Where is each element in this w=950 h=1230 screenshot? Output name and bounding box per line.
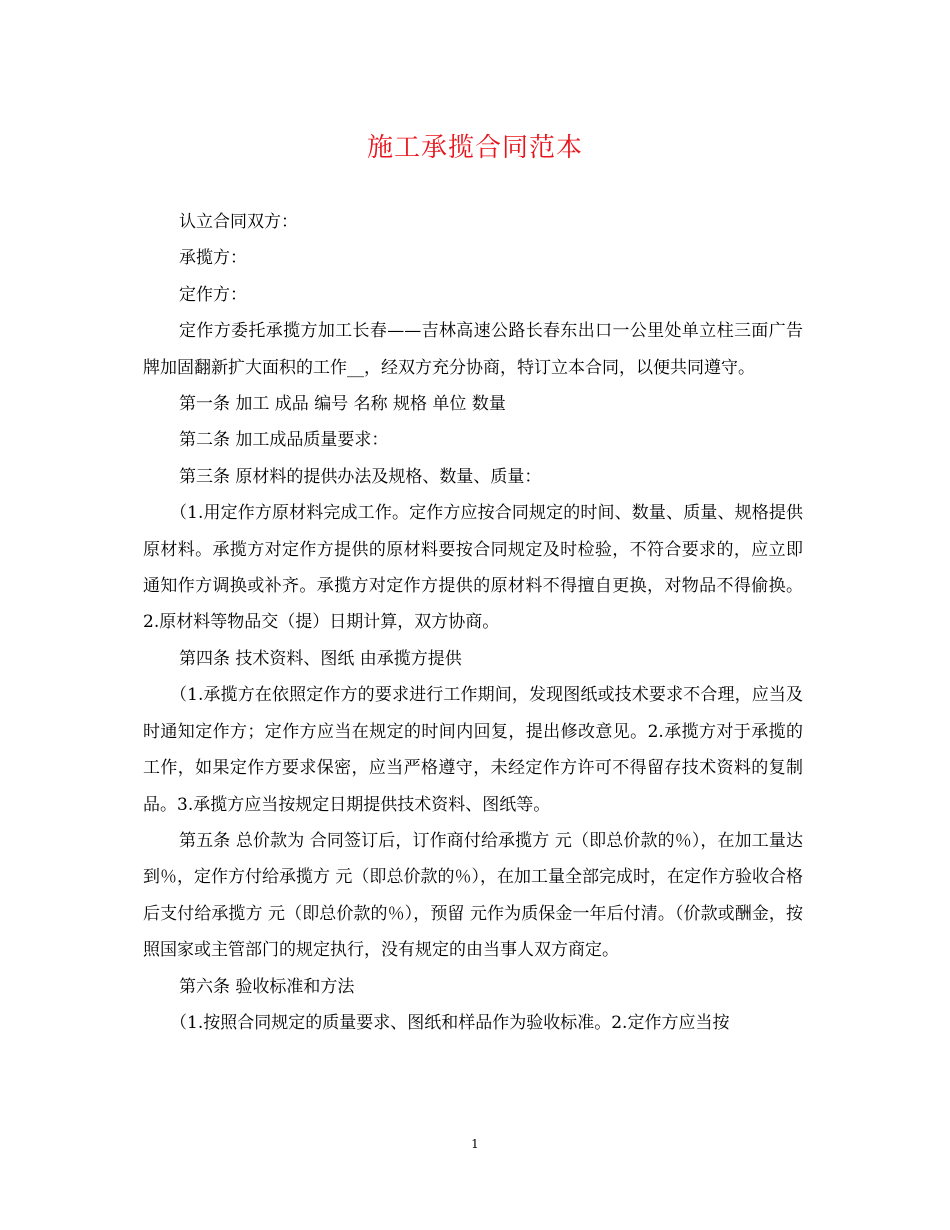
paragraph-article-3-detail: （1.用定作方原材料完成工作。定作方应按合同规定的时间、数量、质量、规格提供原材料。承揽方对定作方提供的原材料要按合同规定及时检验，不符合要求的，应立即通知作方调换或补齐。承揽方对定作方提供的原材料不得擅自更换，对物品不得偷换。2.原材料等物品交（提）日期计算，双方协商。 xyxy=(143,503,803,633)
paragraph-article-5: 第五条 总价款为 合同签订后，订作商付给承揽方 元（即总价款的％），在加工量达到％，定作方付给承揽方 元（即总价款的％），在加工量全部完成时，在定作方验收合格后支付给承揽方 元（即总价款的％），预留 元作为质保金一年后付清。（价款或酬金，按照国家或主管部门的规定执行，没有规定的由当事人双方商定。 xyxy=(143,830,803,961)
paragraph-preamble: 定作方委托承揽方加工长春——吉林高速公路长春东出口一公里处单立柱三面广告牌加固翻新扩大面积的工作__，经双方充分协商，特订立本合同，以便共同遵守。 xyxy=(143,321,803,378)
paragraph-client: 定作方： xyxy=(179,284,247,305)
paragraph-article-6-detail: （1.按照合同规定的质量要求、图纸和样品作为验收标准。2.定作方应当按 xyxy=(170,1012,730,1033)
paragraph-contractor: 承揽方： xyxy=(179,248,247,269)
paragraph-article-1: 第一条 加工 成品 编号 名称 规格 单位 数量 xyxy=(179,394,506,415)
paragraph-article-3: 第三条 原材料的提供办法及规格、数量、质量： xyxy=(179,466,542,487)
document-title: 施工承揽合同范本 xyxy=(366,133,583,163)
paragraph-article-4: 第四条 技术资料、图纸 由承揽方提供 xyxy=(179,648,462,669)
paragraph-article-2: 第二条 加工成品质量要求： xyxy=(179,430,389,451)
paragraph-article-6: 第六条 验收标准和方法 xyxy=(179,976,355,997)
page-number: 1 xyxy=(471,1137,479,1151)
document-body xyxy=(143,204,803,1041)
paragraph-parties: 认立合同双方： xyxy=(179,212,298,232)
paragraph-article-4-detail: （1.承揽方在依照定作方的要求进行工作期间，发现图纸或技术要求不合理，应当及时通知定作方；定作方应当在规定的时间内回复，提出修改意见。2.承揽方对于承揽的工作，如果定作方要求保密，应当严格遵守，未经定作方许可不得留存技术资料的复制品。3.承揽方应当按规定日期提供技术资料、图纸等。 xyxy=(143,685,803,815)
